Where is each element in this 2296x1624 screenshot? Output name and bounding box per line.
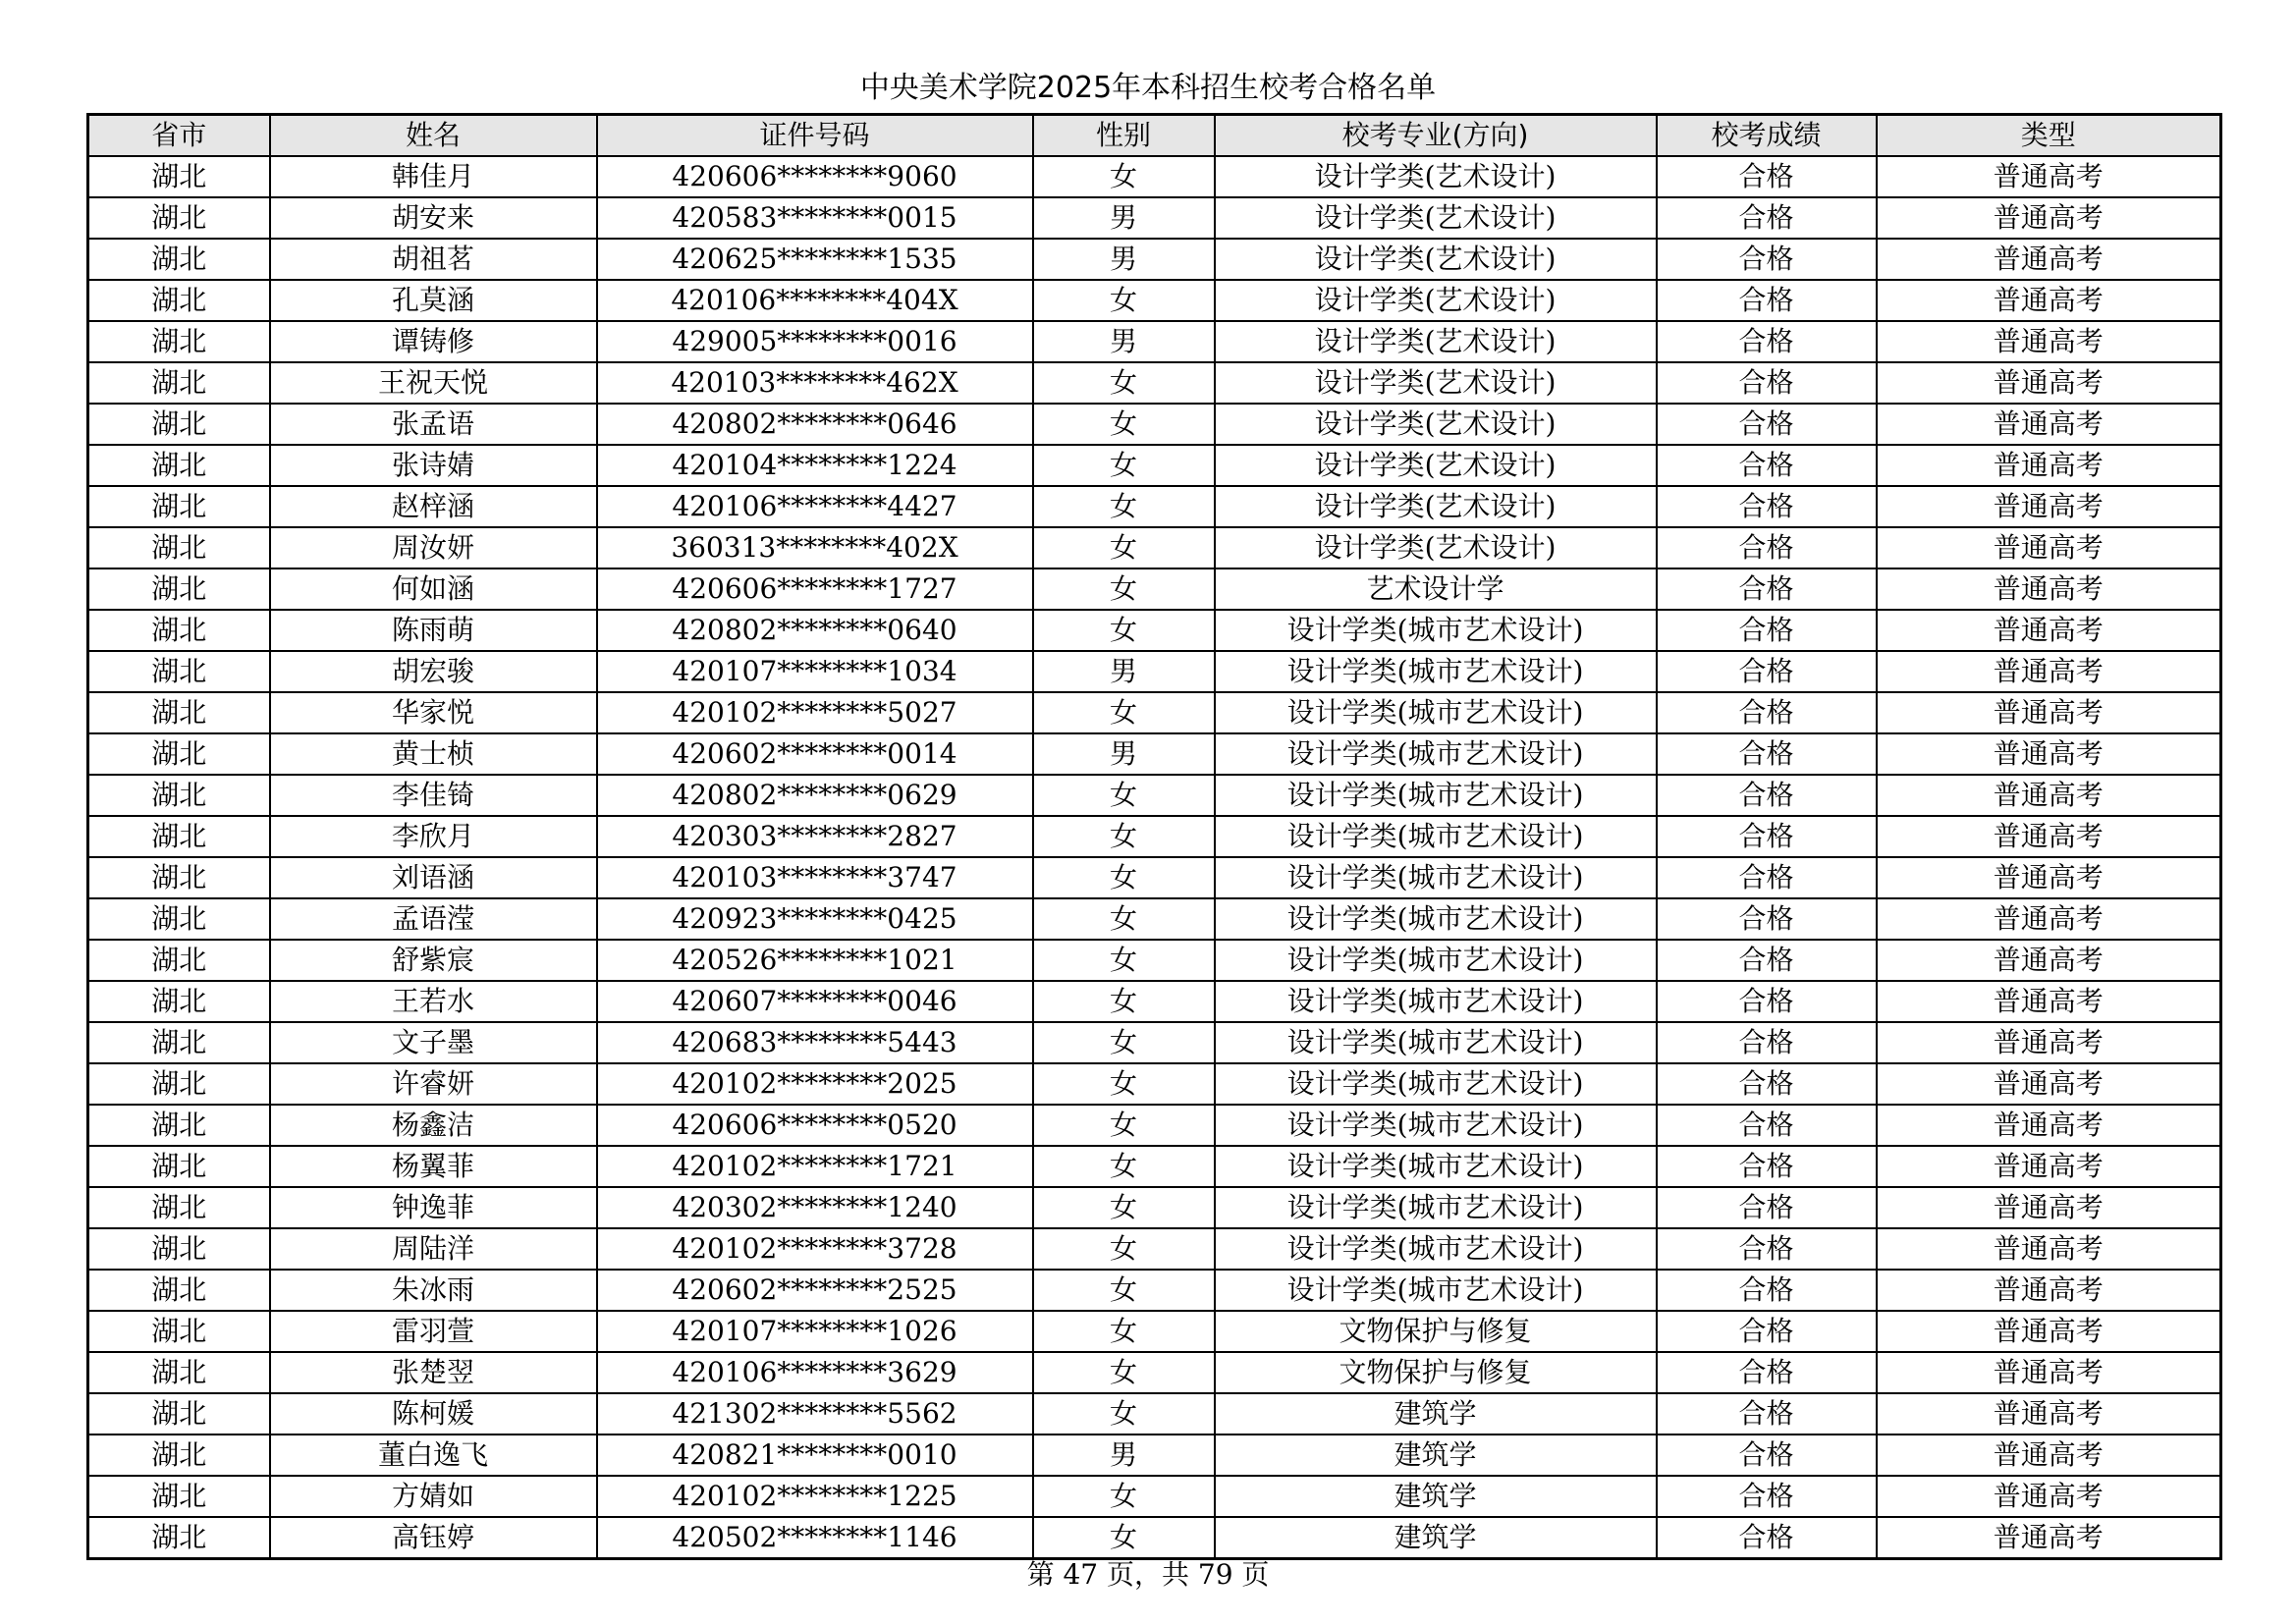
- cell-name: 张孟语: [270, 404, 597, 445]
- cell-province: 湖北: [88, 775, 270, 816]
- table-row: [88, 1187, 2221, 1228]
- table-row: [88, 486, 2221, 527]
- cell-major: 建筑学: [1215, 1517, 1657, 1559]
- cell-major: 设计学类(城市艺术设计): [1215, 816, 1657, 857]
- cell-result: 合格: [1657, 610, 1877, 651]
- cell-province: 湖北: [88, 321, 270, 362]
- column-header-type: 类型: [1877, 115, 2221, 157]
- cell-type: 普通高考: [1877, 1517, 2221, 1559]
- cell-name: 雷羽萱: [270, 1311, 597, 1352]
- table-row: [88, 940, 2221, 981]
- cell-gender: 女: [1033, 404, 1215, 445]
- cell-id-number: 420606********1727: [597, 568, 1033, 610]
- cell-major: 设计学类(城市艺术设计): [1215, 857, 1657, 898]
- cell-type: 普通高考: [1877, 857, 2221, 898]
- cell-result: 合格: [1657, 1105, 1877, 1146]
- cell-type: 普通高考: [1877, 1435, 2221, 1476]
- cell-gender: 女: [1033, 940, 1215, 981]
- cell-name: 王祝天悦: [270, 362, 597, 404]
- cell-id-number: 420107********1034: [597, 651, 1033, 692]
- cell-id-number: 429005********0016: [597, 321, 1033, 362]
- cell-id-number: 420583********0015: [597, 197, 1033, 239]
- cell-name: 王若水: [270, 981, 597, 1022]
- cell-gender: 男: [1033, 651, 1215, 692]
- cell-name: 方婧如: [270, 1476, 597, 1517]
- cell-type: 普通高考: [1877, 692, 2221, 733]
- cell-type: 普通高考: [1877, 775, 2221, 816]
- cell-name: 高钰婷: [270, 1517, 597, 1559]
- cell-type: 普通高考: [1877, 486, 2221, 527]
- cell-province: 湖北: [88, 1476, 270, 1517]
- cell-gender: 女: [1033, 156, 1215, 197]
- cell-province: 湖北: [88, 197, 270, 239]
- cell-name: 许睿妍: [270, 1063, 597, 1105]
- cell-result: 合格: [1657, 651, 1877, 692]
- cell-province: 湖北: [88, 568, 270, 610]
- cell-result: 合格: [1657, 527, 1877, 568]
- cell-id-number: 420802********0629: [597, 775, 1033, 816]
- cell-province: 湖北: [88, 898, 270, 940]
- cell-id-number: 360313********402X: [597, 527, 1033, 568]
- cell-id-number: 420303********2827: [597, 816, 1033, 857]
- cell-result: 合格: [1657, 816, 1877, 857]
- cell-major: 设计学类(艺术设计): [1215, 321, 1657, 362]
- column-header-major: 校考专业(方向): [1215, 115, 1657, 157]
- cell-major: 设计学类(城市艺术设计): [1215, 1228, 1657, 1270]
- cell-gender: 女: [1033, 1187, 1215, 1228]
- table-body: [88, 156, 2221, 1559]
- cell-gender: 女: [1033, 857, 1215, 898]
- cell-gender: 女: [1033, 486, 1215, 527]
- cell-major: 设计学类(城市艺术设计): [1215, 610, 1657, 651]
- cell-gender: 男: [1033, 733, 1215, 775]
- cell-major: 设计学类(城市艺术设计): [1215, 1146, 1657, 1187]
- table-row: [88, 527, 2221, 568]
- cell-result: 合格: [1657, 445, 1877, 486]
- table-row: [88, 321, 2221, 362]
- cell-result: 合格: [1657, 1476, 1877, 1517]
- cell-id-number: 420526********1021: [597, 940, 1033, 981]
- cell-result: 合格: [1657, 1311, 1877, 1352]
- cell-result: 合格: [1657, 775, 1877, 816]
- cell-province: 湖北: [88, 1228, 270, 1270]
- cell-name: 孔莫涵: [270, 280, 597, 321]
- cell-type: 普通高考: [1877, 527, 2221, 568]
- cell-id-number: 420602********2525: [597, 1270, 1033, 1311]
- cell-result: 合格: [1657, 486, 1877, 527]
- cell-gender: 女: [1033, 1228, 1215, 1270]
- cell-major: 设计学类(城市艺术设计): [1215, 1270, 1657, 1311]
- cell-id-number: 420802********0640: [597, 610, 1033, 651]
- cell-gender: 女: [1033, 898, 1215, 940]
- cell-name: 周陆洋: [270, 1228, 597, 1270]
- cell-result: 合格: [1657, 940, 1877, 981]
- table-row: [88, 239, 2221, 280]
- admission-list-table: [86, 113, 2222, 1560]
- cell-name: 胡宏骏: [270, 651, 597, 692]
- cell-gender: 女: [1033, 1105, 1215, 1146]
- table-row: [88, 775, 2221, 816]
- cell-type: 普通高考: [1877, 1228, 2221, 1270]
- cell-major: 设计学类(艺术设计): [1215, 156, 1657, 197]
- cell-type: 普通高考: [1877, 816, 2221, 857]
- cell-name: 李佳锜: [270, 775, 597, 816]
- cell-result: 合格: [1657, 1146, 1877, 1187]
- cell-name: 胡祖茗: [270, 239, 597, 280]
- cell-id-number: 420103********462X: [597, 362, 1033, 404]
- table-row: [88, 981, 2221, 1022]
- cell-major: 设计学类(城市艺术设计): [1215, 1105, 1657, 1146]
- cell-province: 湖北: [88, 1435, 270, 1476]
- cell-gender: 女: [1033, 445, 1215, 486]
- cell-name: 舒紫宸: [270, 940, 597, 981]
- cell-gender: 女: [1033, 1352, 1215, 1393]
- table-row: [88, 404, 2221, 445]
- cell-result: 合格: [1657, 239, 1877, 280]
- cell-type: 普通高考: [1877, 940, 2221, 981]
- cell-gender: 女: [1033, 775, 1215, 816]
- cell-id-number: 421302********5562: [597, 1393, 1033, 1435]
- cell-id-number: 420625********1535: [597, 239, 1033, 280]
- cell-name: 谭铸修: [270, 321, 597, 362]
- cell-province: 湖北: [88, 1187, 270, 1228]
- cell-id-number: 420102********5027: [597, 692, 1033, 733]
- cell-result: 合格: [1657, 857, 1877, 898]
- cell-name: 杨翼菲: [270, 1146, 597, 1187]
- cell-type: 普通高考: [1877, 197, 2221, 239]
- cell-type: 普通高考: [1877, 610, 2221, 651]
- column-header-gender: 性别: [1033, 115, 1215, 157]
- cell-major: 设计学类(艺术设计): [1215, 362, 1657, 404]
- table-row: [88, 445, 2221, 486]
- table-row: [88, 568, 2221, 610]
- cell-id-number: 420602********0014: [597, 733, 1033, 775]
- table-row: [88, 610, 2221, 651]
- cell-gender: 女: [1033, 527, 1215, 568]
- cell-province: 湖北: [88, 1105, 270, 1146]
- cell-result: 合格: [1657, 1352, 1877, 1393]
- cell-name: 董白逸飞: [270, 1435, 597, 1476]
- cell-major: 文物保护与修复: [1215, 1352, 1657, 1393]
- cell-major: 设计学类(城市艺术设计): [1215, 940, 1657, 981]
- cell-gender: 男: [1033, 239, 1215, 280]
- cell-major: 设计学类(城市艺术设计): [1215, 1022, 1657, 1063]
- column-header-result: 校考成绩: [1657, 115, 1877, 157]
- table-row: [88, 692, 2221, 733]
- cell-name: 孟语滢: [270, 898, 597, 940]
- cell-gender: 女: [1033, 1517, 1215, 1559]
- cell-id-number: 420107********1026: [597, 1311, 1033, 1352]
- table-row: [88, 1105, 2221, 1146]
- cell-id-number: 420302********1240: [597, 1187, 1033, 1228]
- table-row: [88, 1270, 2221, 1311]
- table-row: [88, 1063, 2221, 1105]
- cell-result: 合格: [1657, 280, 1877, 321]
- cell-province: 湖北: [88, 362, 270, 404]
- cell-id-number: 420821********0010: [597, 1435, 1033, 1476]
- cell-result: 合格: [1657, 1063, 1877, 1105]
- table-row: [88, 1517, 2221, 1559]
- table-row: [88, 816, 2221, 857]
- table-row: [88, 1435, 2221, 1476]
- cell-gender: 女: [1033, 1270, 1215, 1311]
- cell-type: 普通高考: [1877, 981, 2221, 1022]
- table-row: [88, 651, 2221, 692]
- cell-major: 建筑学: [1215, 1476, 1657, 1517]
- cell-type: 普通高考: [1877, 1022, 2221, 1063]
- cell-gender: 女: [1033, 1393, 1215, 1435]
- cell-id-number: 420102********1721: [597, 1146, 1033, 1187]
- cell-province: 湖北: [88, 1146, 270, 1187]
- cell-major: 建筑学: [1215, 1435, 1657, 1476]
- cell-gender: 男: [1033, 197, 1215, 239]
- cell-id-number: 420683********5443: [597, 1022, 1033, 1063]
- cell-province: 湖北: [88, 981, 270, 1022]
- cell-type: 普通高考: [1877, 1352, 2221, 1393]
- cell-id-number: 420106********4427: [597, 486, 1033, 527]
- cell-name: 韩佳月: [270, 156, 597, 197]
- cell-province: 湖北: [88, 486, 270, 527]
- cell-result: 合格: [1657, 898, 1877, 940]
- cell-id-number: 420106********3629: [597, 1352, 1033, 1393]
- cell-id-number: 420104********1224: [597, 445, 1033, 486]
- cell-province: 湖北: [88, 940, 270, 981]
- cell-result: 合格: [1657, 1517, 1877, 1559]
- cell-gender: 男: [1033, 321, 1215, 362]
- column-header-name: 姓名: [270, 115, 597, 157]
- cell-result: 合格: [1657, 404, 1877, 445]
- cell-province: 湖北: [88, 1063, 270, 1105]
- cell-gender: 女: [1033, 1311, 1215, 1352]
- cell-major: 设计学类(艺术设计): [1215, 486, 1657, 527]
- cell-result: 合格: [1657, 362, 1877, 404]
- table-row: [88, 1022, 2221, 1063]
- cell-major: 设计学类(城市艺术设计): [1215, 775, 1657, 816]
- cell-result: 合格: [1657, 733, 1877, 775]
- cell-name: 朱冰雨: [270, 1270, 597, 1311]
- cell-type: 普通高考: [1877, 1187, 2221, 1228]
- cell-type: 普通高考: [1877, 1393, 2221, 1435]
- table-row: [88, 362, 2221, 404]
- cell-gender: 女: [1033, 1063, 1215, 1105]
- cell-result: 合格: [1657, 1187, 1877, 1228]
- table-row: [88, 197, 2221, 239]
- cell-major: 设计学类(城市艺术设计): [1215, 898, 1657, 940]
- cell-name: 胡安来: [270, 197, 597, 239]
- table-header-row: [88, 115, 2221, 157]
- document-title: 中央美术学院2025年本科招生校考合格名单: [859, 71, 1437, 105]
- cell-province: 湖北: [88, 857, 270, 898]
- cell-major: 设计学类(城市艺术设计): [1215, 1187, 1657, 1228]
- cell-type: 普通高考: [1877, 362, 2221, 404]
- cell-name: 张楚翌: [270, 1352, 597, 1393]
- cell-gender: 女: [1033, 280, 1215, 321]
- cell-id-number: 420502********1146: [597, 1517, 1033, 1559]
- cell-province: 湖北: [88, 239, 270, 280]
- cell-name: 杨鑫洁: [270, 1105, 597, 1146]
- cell-id-number: 420102********1225: [597, 1476, 1033, 1517]
- cell-name: 赵梓涵: [270, 486, 597, 527]
- cell-gender: 女: [1033, 1476, 1215, 1517]
- cell-type: 普通高考: [1877, 1311, 2221, 1352]
- cell-type: 普通高考: [1877, 156, 2221, 197]
- cell-type: 普通高考: [1877, 280, 2221, 321]
- cell-name: 黄士桢: [270, 733, 597, 775]
- cell-type: 普通高考: [1877, 1476, 2221, 1517]
- cell-type: 普通高考: [1877, 651, 2221, 692]
- cell-major: 设计学类(城市艺术设计): [1215, 651, 1657, 692]
- page-footer: 第 47 页，共 79 页: [1026, 1558, 1270, 1591]
- cell-type: 普通高考: [1877, 404, 2221, 445]
- cell-major: 设计学类(城市艺术设计): [1215, 733, 1657, 775]
- cell-major: 设计学类(艺术设计): [1215, 239, 1657, 280]
- cell-id-number: 420102********3728: [597, 1228, 1033, 1270]
- cell-result: 合格: [1657, 1228, 1877, 1270]
- cell-major: 设计学类(城市艺术设计): [1215, 692, 1657, 733]
- cell-name: 陈雨萌: [270, 610, 597, 651]
- table-row: [88, 1476, 2221, 1517]
- cell-name: 周汝妍: [270, 527, 597, 568]
- cell-name: 李欣月: [270, 816, 597, 857]
- cell-province: 湖北: [88, 445, 270, 486]
- cell-result: 合格: [1657, 1393, 1877, 1435]
- cell-type: 普通高考: [1877, 1063, 2221, 1105]
- cell-major: 文物保护与修复: [1215, 1311, 1657, 1352]
- cell-major: 设计学类(艺术设计): [1215, 197, 1657, 239]
- cell-result: 合格: [1657, 1270, 1877, 1311]
- cell-gender: 男: [1033, 1435, 1215, 1476]
- cell-major: 设计学类(艺术设计): [1215, 280, 1657, 321]
- cell-result: 合格: [1657, 1022, 1877, 1063]
- cell-major: 设计学类(艺术设计): [1215, 404, 1657, 445]
- cell-type: 普通高考: [1877, 445, 2221, 486]
- cell-name: 钟逸菲: [270, 1187, 597, 1228]
- cell-name: 何如涵: [270, 568, 597, 610]
- cell-type: 普通高考: [1877, 1105, 2221, 1146]
- cell-id-number: 420606********0520: [597, 1105, 1033, 1146]
- cell-name: 刘语涵: [270, 857, 597, 898]
- cell-result: 合格: [1657, 568, 1877, 610]
- cell-province: 湖北: [88, 156, 270, 197]
- cell-province: 湖北: [88, 1517, 270, 1559]
- cell-province: 湖北: [88, 1393, 270, 1435]
- cell-id-number: 420102********2025: [597, 1063, 1033, 1105]
- cell-type: 普通高考: [1877, 733, 2221, 775]
- cell-province: 湖北: [88, 1022, 270, 1063]
- table-row: [88, 156, 2221, 197]
- cell-type: 普通高考: [1877, 1146, 2221, 1187]
- cell-gender: 女: [1033, 1022, 1215, 1063]
- cell-id-number: 420606********9060: [597, 156, 1033, 197]
- cell-major: 设计学类(艺术设计): [1215, 445, 1657, 486]
- cell-result: 合格: [1657, 156, 1877, 197]
- cell-type: 普通高考: [1877, 898, 2221, 940]
- cell-type: 普通高考: [1877, 568, 2221, 610]
- table-row: [88, 280, 2221, 321]
- cell-province: 湖北: [88, 733, 270, 775]
- cell-province: 湖北: [88, 1270, 270, 1311]
- cell-major: 设计学类(城市艺术设计): [1215, 1063, 1657, 1105]
- cell-province: 湖北: [88, 1352, 270, 1393]
- table-row: [88, 898, 2221, 940]
- cell-province: 湖北: [88, 280, 270, 321]
- column-header-id-number: 证件号码: [597, 115, 1033, 157]
- cell-gender: 女: [1033, 1146, 1215, 1187]
- cell-gender: 女: [1033, 362, 1215, 404]
- cell-result: 合格: [1657, 197, 1877, 239]
- cell-name: 华家悦: [270, 692, 597, 733]
- cell-province: 湖北: [88, 610, 270, 651]
- cell-name: 陈柯媛: [270, 1393, 597, 1435]
- cell-major: 艺术设计学: [1215, 568, 1657, 610]
- cell-gender: 女: [1033, 816, 1215, 857]
- cell-type: 普通高考: [1877, 1270, 2221, 1311]
- cell-type: 普通高考: [1877, 321, 2221, 362]
- cell-major: 设计学类(艺术设计): [1215, 527, 1657, 568]
- cell-province: 湖北: [88, 816, 270, 857]
- cell-province: 湖北: [88, 651, 270, 692]
- cell-result: 合格: [1657, 321, 1877, 362]
- cell-province: 湖北: [88, 404, 270, 445]
- cell-gender: 女: [1033, 568, 1215, 610]
- cell-major: 设计学类(城市艺术设计): [1215, 981, 1657, 1022]
- table-row: [88, 1146, 2221, 1187]
- cell-name: 文子墨: [270, 1022, 597, 1063]
- cell-major: 建筑学: [1215, 1393, 1657, 1435]
- cell-type: 普通高考: [1877, 239, 2221, 280]
- table-row: [88, 1228, 2221, 1270]
- cell-province: 湖北: [88, 527, 270, 568]
- cell-id-number: 420802********0646: [597, 404, 1033, 445]
- cell-result: 合格: [1657, 1435, 1877, 1476]
- cell-province: 湖北: [88, 1311, 270, 1352]
- cell-province: 湖北: [88, 692, 270, 733]
- table-row: [88, 1311, 2221, 1352]
- table-row: [88, 1352, 2221, 1393]
- cell-result: 合格: [1657, 981, 1877, 1022]
- cell-gender: 女: [1033, 610, 1215, 651]
- table-row: [88, 1393, 2221, 1435]
- table-row: [88, 857, 2221, 898]
- cell-name: 张诗婧: [270, 445, 597, 486]
- column-header-province: 省市: [88, 115, 270, 157]
- cell-id-number: 420607********0046: [597, 981, 1033, 1022]
- cell-id-number: 420923********0425: [597, 898, 1033, 940]
- cell-id-number: 420103********3747: [597, 857, 1033, 898]
- cell-gender: 女: [1033, 692, 1215, 733]
- table-row: [88, 733, 2221, 775]
- cell-result: 合格: [1657, 692, 1877, 733]
- cell-id-number: 420106********404X: [597, 280, 1033, 321]
- cell-gender: 女: [1033, 981, 1215, 1022]
